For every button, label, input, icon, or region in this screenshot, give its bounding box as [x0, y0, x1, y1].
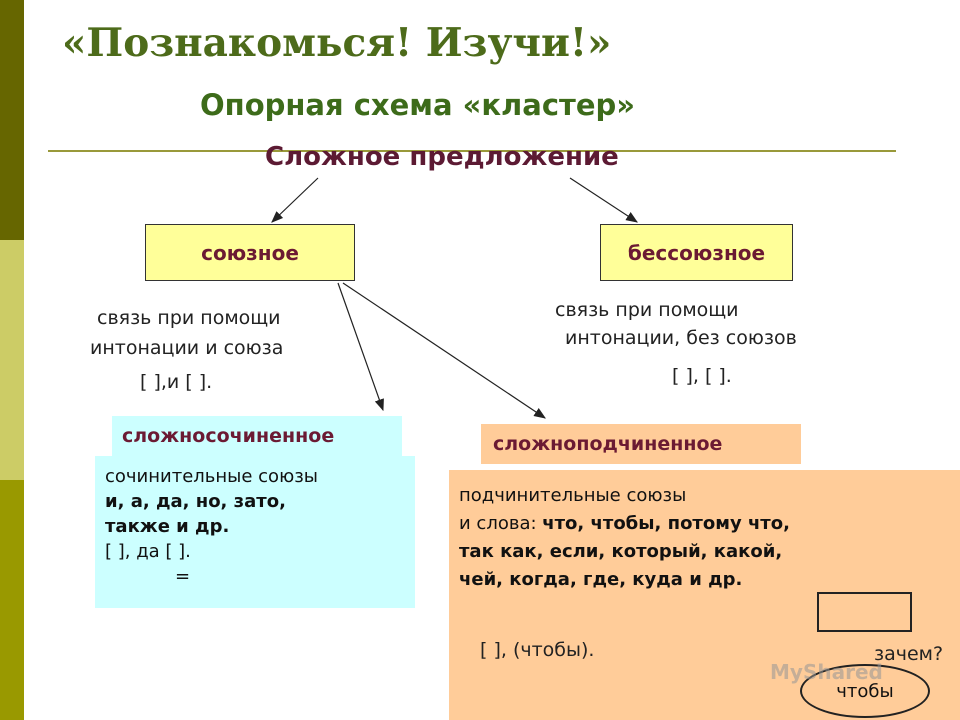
arrow-to-compound: [338, 283, 383, 410]
complex-scheme: [ ], (чтобы).: [480, 639, 595, 661]
compound-label: сложносочиненное: [122, 425, 335, 447]
main-clause-rectangle: [817, 592, 912, 632]
compound-info-box: [95, 456, 415, 608]
sojuz-desc-line2: интонации и союза: [90, 337, 284, 359]
sojuz-scheme: [ ],и [ ].: [140, 371, 213, 393]
compound-conjunctions: и, а, да, но, зато,: [105, 491, 286, 512]
watermark: MyShared: [770, 660, 883, 684]
complex-line2-prefix: и слова:: [459, 513, 543, 534]
compound-conjunctions-more: также и др.: [105, 516, 230, 537]
compound-scheme: [ ], да [ ].: [105, 541, 191, 562]
sojuz-desc-line1: связь при помощи: [97, 307, 281, 329]
node-slozhnosochinennoe: [112, 416, 402, 456]
complex-line2: [459, 510, 950, 538]
bessojuz-desc-line1: связь при помощи: [555, 299, 739, 321]
complex-line1: подчинительные союзы: [459, 485, 687, 506]
bessojuz-scheme: [ ], [ ].: [672, 365, 732, 387]
complex-line2-words: что, чтобы, потому что,: [542, 513, 790, 534]
complex-line3: так как, если, который, какой,: [459, 541, 783, 562]
arrow-to-complex: [343, 283, 545, 418]
question-zachem: зачем?: [874, 643, 944, 665]
node-bessojuznoe: бессоюзное: [600, 224, 793, 281]
compound-equals: =: [175, 566, 191, 587]
arrow-to-sojuz: [272, 178, 318, 222]
node-slozhnopodchinennoe: [481, 424, 801, 464]
node-sojuznoe: союзное: [145, 224, 355, 281]
bessojuz-desc-line2: интонации, без союзов: [565, 327, 797, 349]
root-node-heading: Сложное предложение: [265, 142, 619, 172]
slide-title: «Познакомься! Изучи!»: [62, 20, 612, 66]
complex-line4: чей, когда, где, куда и др.: [459, 569, 743, 590]
complex-label: сложноподчиненное: [493, 433, 723, 455]
arrow-to-bessojuz: [570, 178, 637, 222]
compound-line1: сочинительные союзы: [105, 466, 319, 487]
ellipse-word: чтобы: [836, 680, 894, 702]
slide-subtitle: Опорная схема «кластер»: [200, 88, 636, 122]
